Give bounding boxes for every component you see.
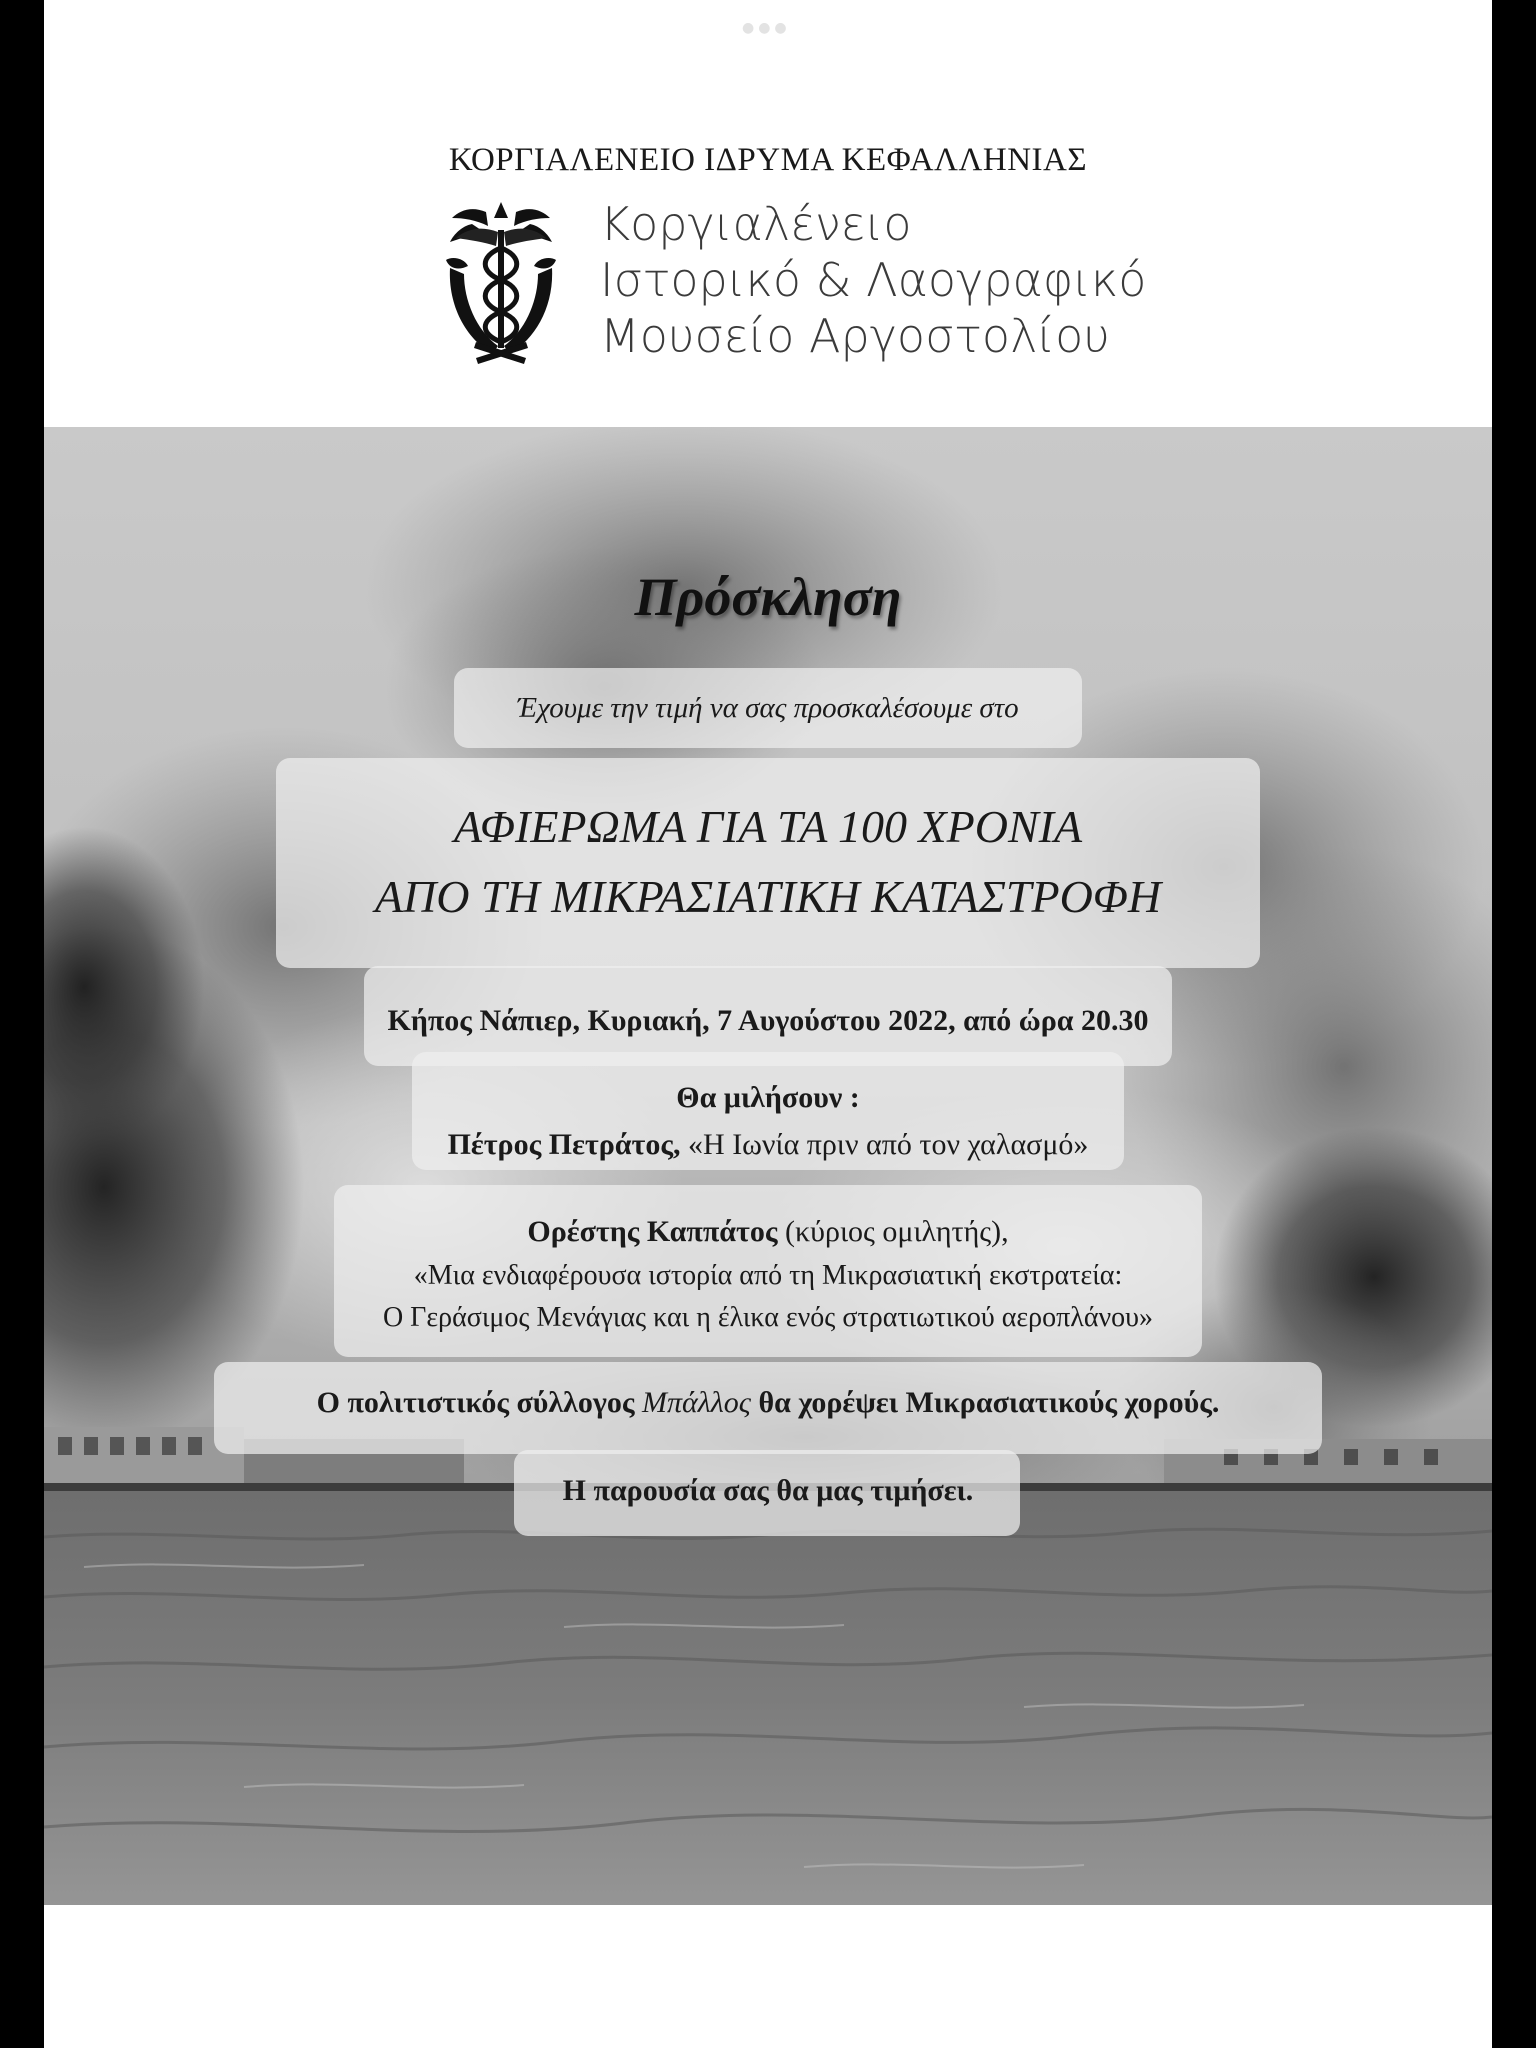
venue-date-text: Κήπος Νάπιερ, Κυριακή, 7 Αυγούστου 2022, από ώρα 20.30 [387,1004,1149,1037]
foundation-name: ΚΟΡΓΙΑΛΕΝΕΙΟ ΙΔΡΥΜΑ ΚΕΦΑΛΛΗΝΙΑΣ [448,142,1088,178]
page-indicator-dots: ●●● [742,20,791,36]
speaker2-role: (κύριος ομιλητής), [785,1215,1009,1248]
dance-prefix: Ο πολιτιστικός σύλλογος [316,1386,635,1419]
caduceus-emblem-icon [442,196,560,368]
speaker1-talk: «Η Ιωνία πριν από τον χαλασμό» [688,1128,1089,1161]
event-title-line1: ΑΦΙΕΡΩΜΑ ΓΙΑ ΤΑ 100 ΧΡΟΝΙΑ [453,801,1083,852]
speaker2-talk-line2: Ο Γεράσιμος Μενάγιας και η έλικα ενός στρατιωτικού αεροπλάνου» [382,1302,1154,1333]
speaker1-line [44,1128,1492,1162]
museum-name-line: Μουσείο Αργοστολίου [600,309,1110,363]
museum-name-line: Κοργιαλένειο [600,197,912,251]
intro-text: Έχουμε την τιμή να σας προσκαλέσουμε στο [517,692,1019,724]
dance-line [44,1386,1492,1420]
invitation-page [44,0,1492,2048]
speaker2-line [44,1215,1492,1249]
museum-name [600,196,1146,364]
dance-group-name: Μπάλλος [642,1386,751,1419]
invitation-title: Πρόσκληση [634,567,902,627]
event-title-panel [276,758,1260,968]
closing-text: Η παρουσία σας θα μας τιμήσει. [562,1474,974,1507]
speaker1-name: Πέτρος Πετράτος, [447,1128,681,1161]
speakers-heading: Θα μιλήσουν : [676,1081,860,1114]
dance-suffix: θα χορέψει Μικρασιατικούς χορούς. [758,1386,1220,1419]
event-title-line2: ΑΠΟ ΤΗ ΜΙΚΡΑΣΙΑΤΙΚΗ ΚΑΤΑΣΤΡΟΦΗ [374,871,1162,922]
museum-name-line: Ιστορικό & Λαογραφικό [600,253,1147,307]
bottom-margin [44,1905,1492,2048]
speaker2-talk-line1: «Μια ενδιαφέρουσα ιστορία από τη Μικρασιατική εκστρατεία: [413,1260,1123,1291]
speaker2-name: Ορέστης Καππάτος [527,1215,778,1248]
